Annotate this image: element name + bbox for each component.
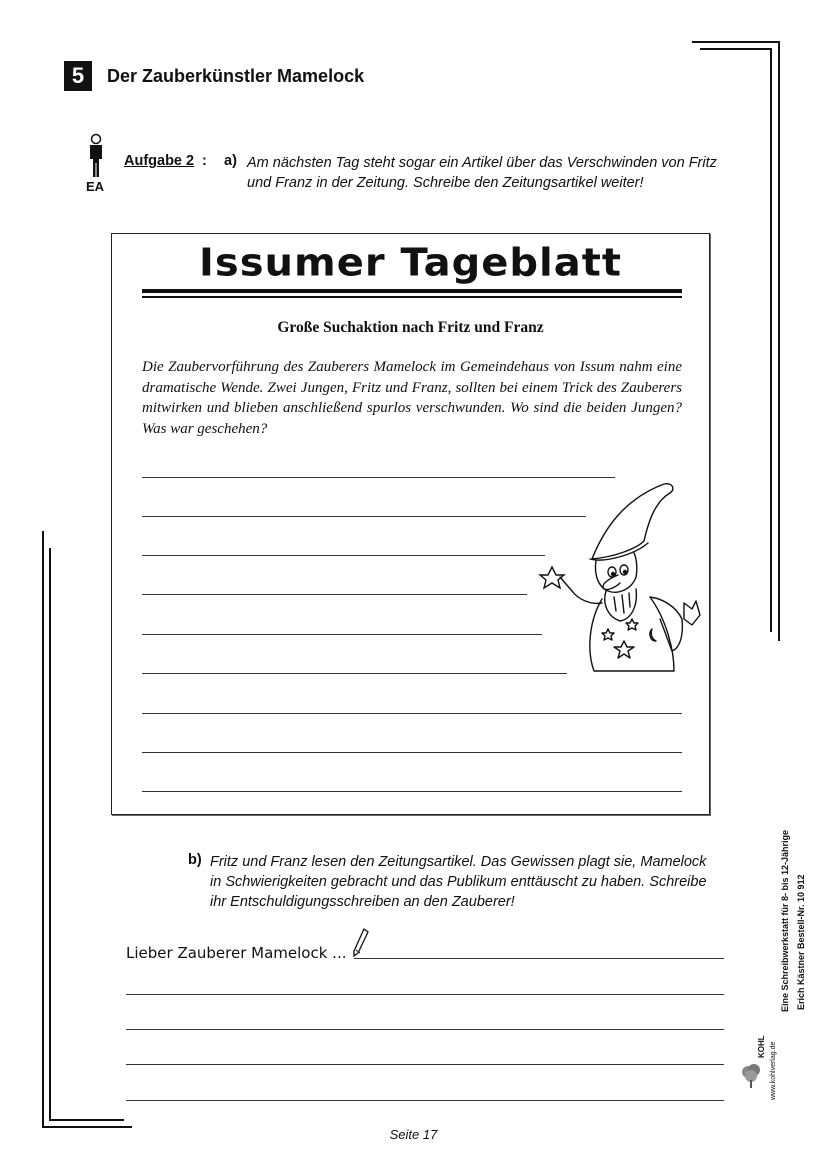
frame-top-right-h1 bbox=[692, 41, 780, 43]
newspaper-masthead: Issumer Tageblatt bbox=[199, 241, 622, 285]
newspaper-headline: Große Suchaktion nach Fritz und Franz bbox=[277, 319, 544, 336]
sidebar-website: www.kohlverlag.de bbox=[770, 1041, 777, 1100]
writing-line[interactable] bbox=[142, 713, 682, 714]
frame-right-v1 bbox=[778, 41, 780, 641]
frame-bottom-h2 bbox=[49, 1119, 124, 1121]
letter-line[interactable] bbox=[354, 958, 724, 959]
wizard-illustration bbox=[524, 479, 704, 679]
task-a-text: Am nächsten Tag steht sogar ein Artikel über das Verschwinden von Fritz und Franz in der Zeitung. Schreibe den Zeitungsartikel weiter! bbox=[247, 155, 717, 191]
pencil-icon bbox=[352, 927, 370, 959]
writing-line[interactable] bbox=[142, 634, 542, 635]
writing-line[interactable] bbox=[142, 516, 586, 517]
tree-logo-icon bbox=[740, 1062, 762, 1088]
writing-line[interactable] bbox=[142, 791, 682, 792]
writing-line[interactable] bbox=[142, 752, 682, 753]
letter-line[interactable] bbox=[126, 994, 724, 995]
frame-top-right-h2 bbox=[700, 48, 772, 50]
frame-left-v1 bbox=[42, 531, 44, 1128]
task-a-marker: a) bbox=[224, 153, 237, 169]
letter-salutation: Lieber Zauberer Mamelock ... bbox=[126, 944, 347, 962]
sidebar-author: Erich Kästner Bestell-Nr. 10 912 bbox=[796, 874, 806, 1010]
publisher-logo-text: KOHL bbox=[757, 1035, 766, 1058]
writing-line[interactable] bbox=[142, 594, 527, 595]
writing-line[interactable] bbox=[142, 477, 615, 478]
frame-right-v2 bbox=[770, 48, 772, 632]
page-number: Seite 17 bbox=[389, 1127, 438, 1142]
task-colon: : bbox=[202, 153, 207, 169]
writing-line[interactable] bbox=[142, 555, 545, 556]
letter-line[interactable] bbox=[126, 1064, 724, 1065]
masthead-rule-thin bbox=[142, 296, 682, 298]
task-b-marker: b) bbox=[188, 852, 202, 868]
letter-line[interactable] bbox=[126, 1029, 724, 1030]
newspaper-lead: Die Zaubervorführung des Zauberers Mamelock im Gemeindehaus von Issum nahm eine dramatische Wende. Zwei Jungen, Fritz und Franz, sollten bei einem Trick des Zauberers mitwirken und blieben anschließend spurlos verschwunden. Wo sind die beiden Jungen? Was war geschehen? bbox=[142, 359, 682, 437]
frame-left-v2 bbox=[49, 548, 51, 1121]
chapter-number: 5 bbox=[64, 61, 92, 91]
task-b-text: Fritz und Franz lesen den Zeitungsartikel. Das Gewissen plagt sie, Mamelock in Schwierigkeiten gebracht und das Publikum enttäuscht zu haben. Schreibe ihr Entschuldigungsschreiben an den Zauberer! bbox=[210, 854, 707, 910]
writing-line[interactable] bbox=[142, 673, 567, 674]
masthead-rule-thick bbox=[142, 289, 682, 293]
task-label: Aufgabe 2 bbox=[124, 153, 195, 169]
person-icon bbox=[85, 133, 107, 179]
page-title: Der Zauberkünstler Mamelock bbox=[107, 66, 365, 86]
sidebar-title: Eine Schreibwerkstatt für 8- bis 12-Jährige bbox=[780, 829, 790, 1012]
ea-label: EA bbox=[86, 179, 105, 194]
letter-line[interactable] bbox=[126, 1100, 724, 1101]
newspaper-box bbox=[111, 233, 710, 815]
